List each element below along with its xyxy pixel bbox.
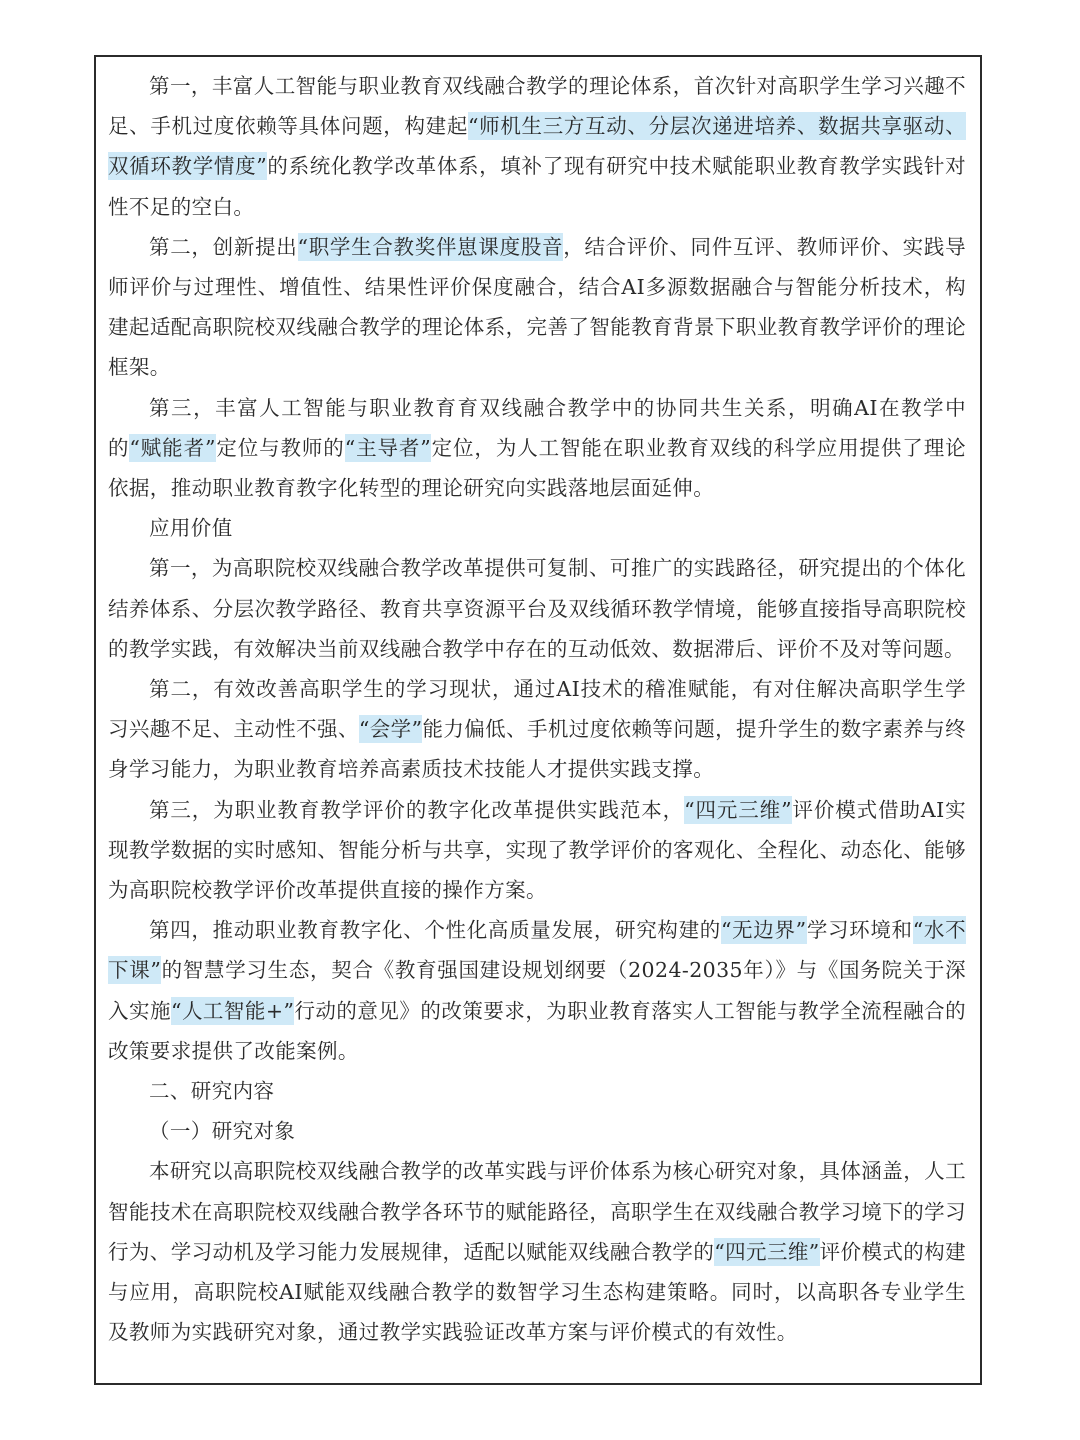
text: 第三，为职业教育教学评价的教字化改革提供实践范本， xyxy=(149,797,685,822)
text: 第四，推动职业教育教字化、个性化高质量发展，研究构建的 xyxy=(149,918,721,943)
text: 第三，丰富人工智能与职业教育育双线融合教学中的协同共生关系，明确AI在教学中的 xyxy=(108,395,966,460)
paragraph-theory-1 xyxy=(108,66,966,227)
highlight: “四元三维” xyxy=(684,797,792,822)
highlight: “赋能者” xyxy=(129,435,216,460)
text: 第一，丰富人工智能与职业教育双线融合教学的理论体系，首次针对高职学生学习兴趣不足、手机过度依赖等具体问题，构建起 xyxy=(108,74,966,139)
text: 第二，创新提出 xyxy=(149,234,298,259)
paragraph-application-4 xyxy=(108,910,966,1071)
document-frame xyxy=(94,55,982,1385)
subsection-heading-research-object: （一）研究对象 xyxy=(149,1119,296,1144)
text: 的智慧学习生态，契合《教育强国建设规划纲要（2024-2035年）》与《国务院关于深入实施 xyxy=(108,958,966,1023)
text: 评价模式的构建与应用，高职院校AI赋能双线融合教学的数智学习生态构建策略。同时，以高职各专业学生及教师为实践研究对象，通过教学实践验证改革方案与评价模式的有效性。 xyxy=(108,1239,966,1345)
paragraph-application-2 xyxy=(108,669,966,790)
highlight: “人工智能+” xyxy=(170,998,295,1023)
text: ，结合评价、同件互评、教师评价、实践导师评价与过理性、增值性、结果性评价保度融合，结合AI多源数据融合与智能分析技术，构建起适配高职院校双线融合教学的理论体系，完善了智能教育背景下职业教育教学评价的理论框架。 xyxy=(108,234,966,380)
paragraph-application-3 xyxy=(108,790,966,911)
paragraph-theory-3 xyxy=(108,388,966,509)
text: 行动的意见》的改策要求，为职业教育落实人工智能与教学全流程融合的改策要求提供了改能案例。 xyxy=(108,998,966,1063)
highlight: “职学生合教奖伴崽课度股音 xyxy=(297,234,564,259)
document-body xyxy=(108,66,966,1353)
text: 学习环境和 xyxy=(806,918,913,943)
text: 定位与教师的 xyxy=(215,435,345,460)
text: 定位，为人工智能在职业教育双线的科学应用提供了理论依据，推动职业教育教字化转型的理论研究向实践落地层面延伸。 xyxy=(108,435,966,501)
section-heading-research-content: 二、研究内容 xyxy=(149,1079,275,1104)
text: 第一，为高职院校双线融合教学改革提供可复制、可推广的实践路径，研究提出的个体化结养体系、分层次教学路径、教育共享资源平台及双线循环教学情境，能够直接指导高职院校的教学实践，有效解决当前双线融合教学中存在的互动低效、数据滞后、评价不及对等问题。 xyxy=(108,556,966,661)
highlight: “水不下课” xyxy=(108,918,966,983)
paragraph-theory-2 xyxy=(108,227,966,388)
highlight: “四元三维” xyxy=(714,1239,820,1264)
text: 评价模式借助AI实现教学数据的实时感知、智能分析与共享，实现了教学评价的客观化、全程化、动态化、能够为高职院校教学评价改革提供直接的操作方案。 xyxy=(108,797,966,903)
highlight: “主导者” xyxy=(344,435,432,460)
highlight: “会学” xyxy=(358,717,423,742)
section-heading-application-value: 应用价值 xyxy=(149,516,233,541)
text: 本研究以高职院校双线融合教学的改革实践与评价体系为核心研究对象，具体涵盖，人工智能技术在高职院校双线融合教学各环节的赋能路径，高职学生在双线融合教学习境下的学习行为、学习动机及学习能力发展规律，适配以赋能双线融合教学的 xyxy=(108,1159,966,1264)
highlight: “师机生三方互动、分层次递进培养、数据共享驱动、双循环教学情度” xyxy=(108,114,966,179)
text: 能力偏低、手机过度依赖等问题，提升学生的数字素养与终身学习能力，为职业教育培养高素质技术技能人才提供实践支撑。 xyxy=(108,717,966,782)
highlight: “无边界” xyxy=(720,918,807,943)
text: 第二，有效改善高职学生的学习现状，通过AI技术的稽准赋能，有对住解决高职学生学习兴趣不足、主动性不强、 xyxy=(108,677,966,742)
paragraph-application-1 xyxy=(108,548,966,669)
paragraph-research-object xyxy=(108,1151,966,1352)
text: 的系统化教学改革体系，填补了现有研究中技术赋能职业教育教学实践针对性不足的空白。 xyxy=(108,154,966,219)
